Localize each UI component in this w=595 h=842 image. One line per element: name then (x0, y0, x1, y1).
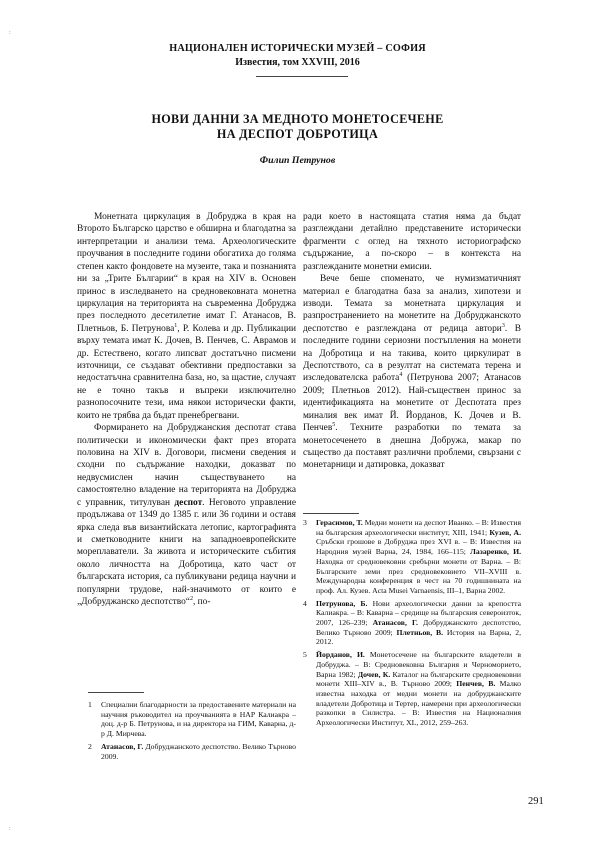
text-span: Монетната циркулация в Добруджа в края на Второто Българско царство е обширна и благодатна за интерпретации и анализи тема. Археологическите проучвания в последните години обогатиха до голяма степен както фондовете на музеите, така и познанията ни за „Трите Българии“ в края на XIV в. Основен принос в изследването на средновековната монетна циркулация на територията на съвременна Добруджа през последното десетилетие имат Г. Атанасов, В. Плетньов, Б. Петрунова (77, 212, 296, 334)
article-title (0, 112, 595, 142)
footnote-number: 4 (303, 598, 307, 608)
text-span: . Техните разработки по темата за монетосеченето в днешна Добружа, макар по същество да поставят различни проблеми, свързани с монетарници и датировка, доказват (303, 423, 521, 471)
footnote-number: 3 (303, 518, 307, 527)
footnote-author: Лазаренко, И. (470, 547, 521, 557)
footnote-text: Специални благодарности за предоставените материали на научния ръководител на проучванията в НАР Калиакра – доц. д-р Б. Петрунова, и на директора на ГИМ, Каварна, д-р Д. Мирчева. (101, 700, 296, 739)
footnote-body: Монетосечене на българските владетели в Добруджа. – В: Средновековна България и Черноморието, Варна 1982; (316, 650, 521, 679)
footnote-text (316, 599, 521, 648)
footnote-body: Каталог на българските средновековни монети XIII–XIV в., В. Търново 2009; (316, 669, 522, 689)
right-column (303, 211, 521, 472)
footnote-author: Петрунова, Б. (316, 598, 368, 608)
footnote-ref[interactable]: 4 (399, 372, 403, 379)
footnote-author: Плетньов, В. (396, 627, 444, 637)
paragraph (77, 211, 296, 422)
article-title-line1: НОВИ ДАННИ ЗА МЕДНОТО МОНЕТОСЕЧЕНЕ (151, 112, 444, 126)
footnote-author: Дочев, К. (357, 669, 391, 679)
footnote-author: Герасимов, Т. (316, 518, 363, 527)
footnote (303, 599, 521, 648)
page-number: 291 (528, 796, 544, 807)
footnote-body: Нови археологически данни за крепостта Калиакра. – В: Каварна – средище на българския североизток, 2007, 126–239; (316, 598, 521, 628)
paragraph: ради което в настоящата статия няма да бъдат разглеждани детайлно представените исторически фрагменти с оглед на тяхното историографско съдържание, а по-скоро – в контекста на разглежданите монетни емисии. (303, 212, 521, 272)
journal-header: НАЦИОНАЛЕН ИСТОРИЧЕСКИ МУЗЕЙ – СОФИЯ (169, 43, 426, 54)
crop-mark: : (9, 30, 11, 36)
article-author: Филип Петрунов (259, 155, 336, 166)
footnote-text (101, 742, 296, 761)
footnote-ref[interactable]: 2 (189, 595, 193, 602)
footnote-body: Добруджанското деспотство. Велико Търново 2009. (101, 741, 296, 761)
footnote-text (316, 650, 521, 728)
journal-volume: Известия, том XXVIII, 2016 (235, 57, 360, 68)
footnote-body: Находка от средновековни сребърни монети от Варна. – В: Българските земи през средновековието VII–XVIII в. Международна конференция в чест на 70 годишнината на проф. Ал. Кузев. Acta Musei Varnaensis, III–1, Варна 2002. (316, 556, 521, 595)
footnote-body: Добруджанското деспотство, Велико Търново 2009; (316, 618, 521, 637)
left-column (77, 211, 296, 609)
footnote-ref[interactable]: 3 (501, 322, 505, 329)
header-rule (256, 76, 348, 77)
footnote-author: Атанасов, Г. (101, 741, 144, 751)
text-span: (Петрунова 2007; Атанасов 2009; Плетньов 2012). Най-съществен принос за идентификацията на монетите от Деспотата през миналия век имат Й. Йорданов, К. Дочев и В. Пенчев (303, 373, 521, 434)
paragraph (77, 422, 296, 608)
footnote-author: Йорданов, И. (316, 650, 365, 660)
footnote-ref[interactable]: 1 (174, 322, 178, 329)
footnote (303, 518, 521, 596)
footnote-body: Медни монети на деспот Иванко. – В: Известия на българския археологически институт, XIII, 1941; (316, 518, 521, 537)
footnote-author: Пенчев, В. (456, 679, 496, 689)
text-span: Формирането на Добруджанския деспотат става политически и икономически факт през втората половина на XIV в. Договори, писмени сведения и сходни по съдържание находки, доказват по недвусмислен начин съществуването на самостоятелно владение на територията на Добруджа с управник, титулуван (77, 423, 296, 508)
footnote-separator (303, 513, 359, 514)
text-span: , по- (192, 597, 211, 608)
text-span: , Р. Колева и др. Публикации върху темата имат К. Дочев, В. Пенчев, С. Аврамов и др. Естествено, когато липсват достатъчно писмени източници, се създават обективни предпоставки за недостатъчна сравнителна база, но, за щастие, случаят не е точно такъв и въпреки изключително разнопосочните тези, има някои исторически факти, които не трябва да бъдат пренебрегвани. (77, 323, 296, 421)
footnote-author: Кузев, А. (489, 527, 522, 537)
footnote-separator (88, 692, 144, 693)
footnote (303, 650, 521, 728)
footnote-author: Атанасов, Г. (372, 618, 418, 628)
footnote-body: История на Варна, 2, 2012. (316, 627, 521, 647)
right-footnotes (303, 518, 521, 728)
article-title-line2: НА ДЕСПОТ ДОБРОТИЦА (216, 127, 379, 141)
crop-mark: : (9, 826, 11, 832)
paragraph (303, 273, 521, 472)
footnote-text (316, 518, 521, 596)
left-footnotes (88, 700, 296, 761)
text-span: . Неговото управление продължава от 1349 до 1385 г. или 36 години и оставя ярка следа във византийската летопис, картографията и сметководните книги на западноевропейските мореплаватели. За живота и историческите събития около личността на Добротица, като част от българската история, са публикувани редица научни и популярни трудове, най-значимото от които е „Добруджанско деспотство“ (77, 497, 296, 608)
footnote-number: 1 (88, 700, 92, 709)
footnote-number: 2 (88, 741, 92, 751)
text-span: Вече беше споменато, че нумизматичният материал е благодатна база за анализ, хипотези и изводи. Темата за монетната циркулация и разпространението на монетите на Добруджанското деспотство е разглеждана от редица автори (303, 274, 521, 334)
footnote-body: Малко известна находка от медни монети на добруджанските владетели Добротица и Тертер, намерени при археологически разкопки в Силистра. – В: Известия на Националния Археологически Институт, XL, 2012, 259–263. (316, 679, 521, 728)
footnote-ref[interactable]: 5 (332, 422, 336, 429)
footnote-number: 5 (303, 650, 307, 660)
text-span: . В последните години сериозни постъпления на монети на Добротица и на такива, които циркулират в Деспотството, са в резултат на системата терена и изследователска работа (303, 323, 521, 384)
footnote-body: Сръбски грошове в Добруджа през XVI в. – В: Известия на Народния музей Варна, 24, 1984, 166–115; (316, 537, 521, 557)
footnote (88, 742, 296, 761)
bold-term: деспот (174, 497, 203, 508)
footnote (88, 700, 296, 739)
